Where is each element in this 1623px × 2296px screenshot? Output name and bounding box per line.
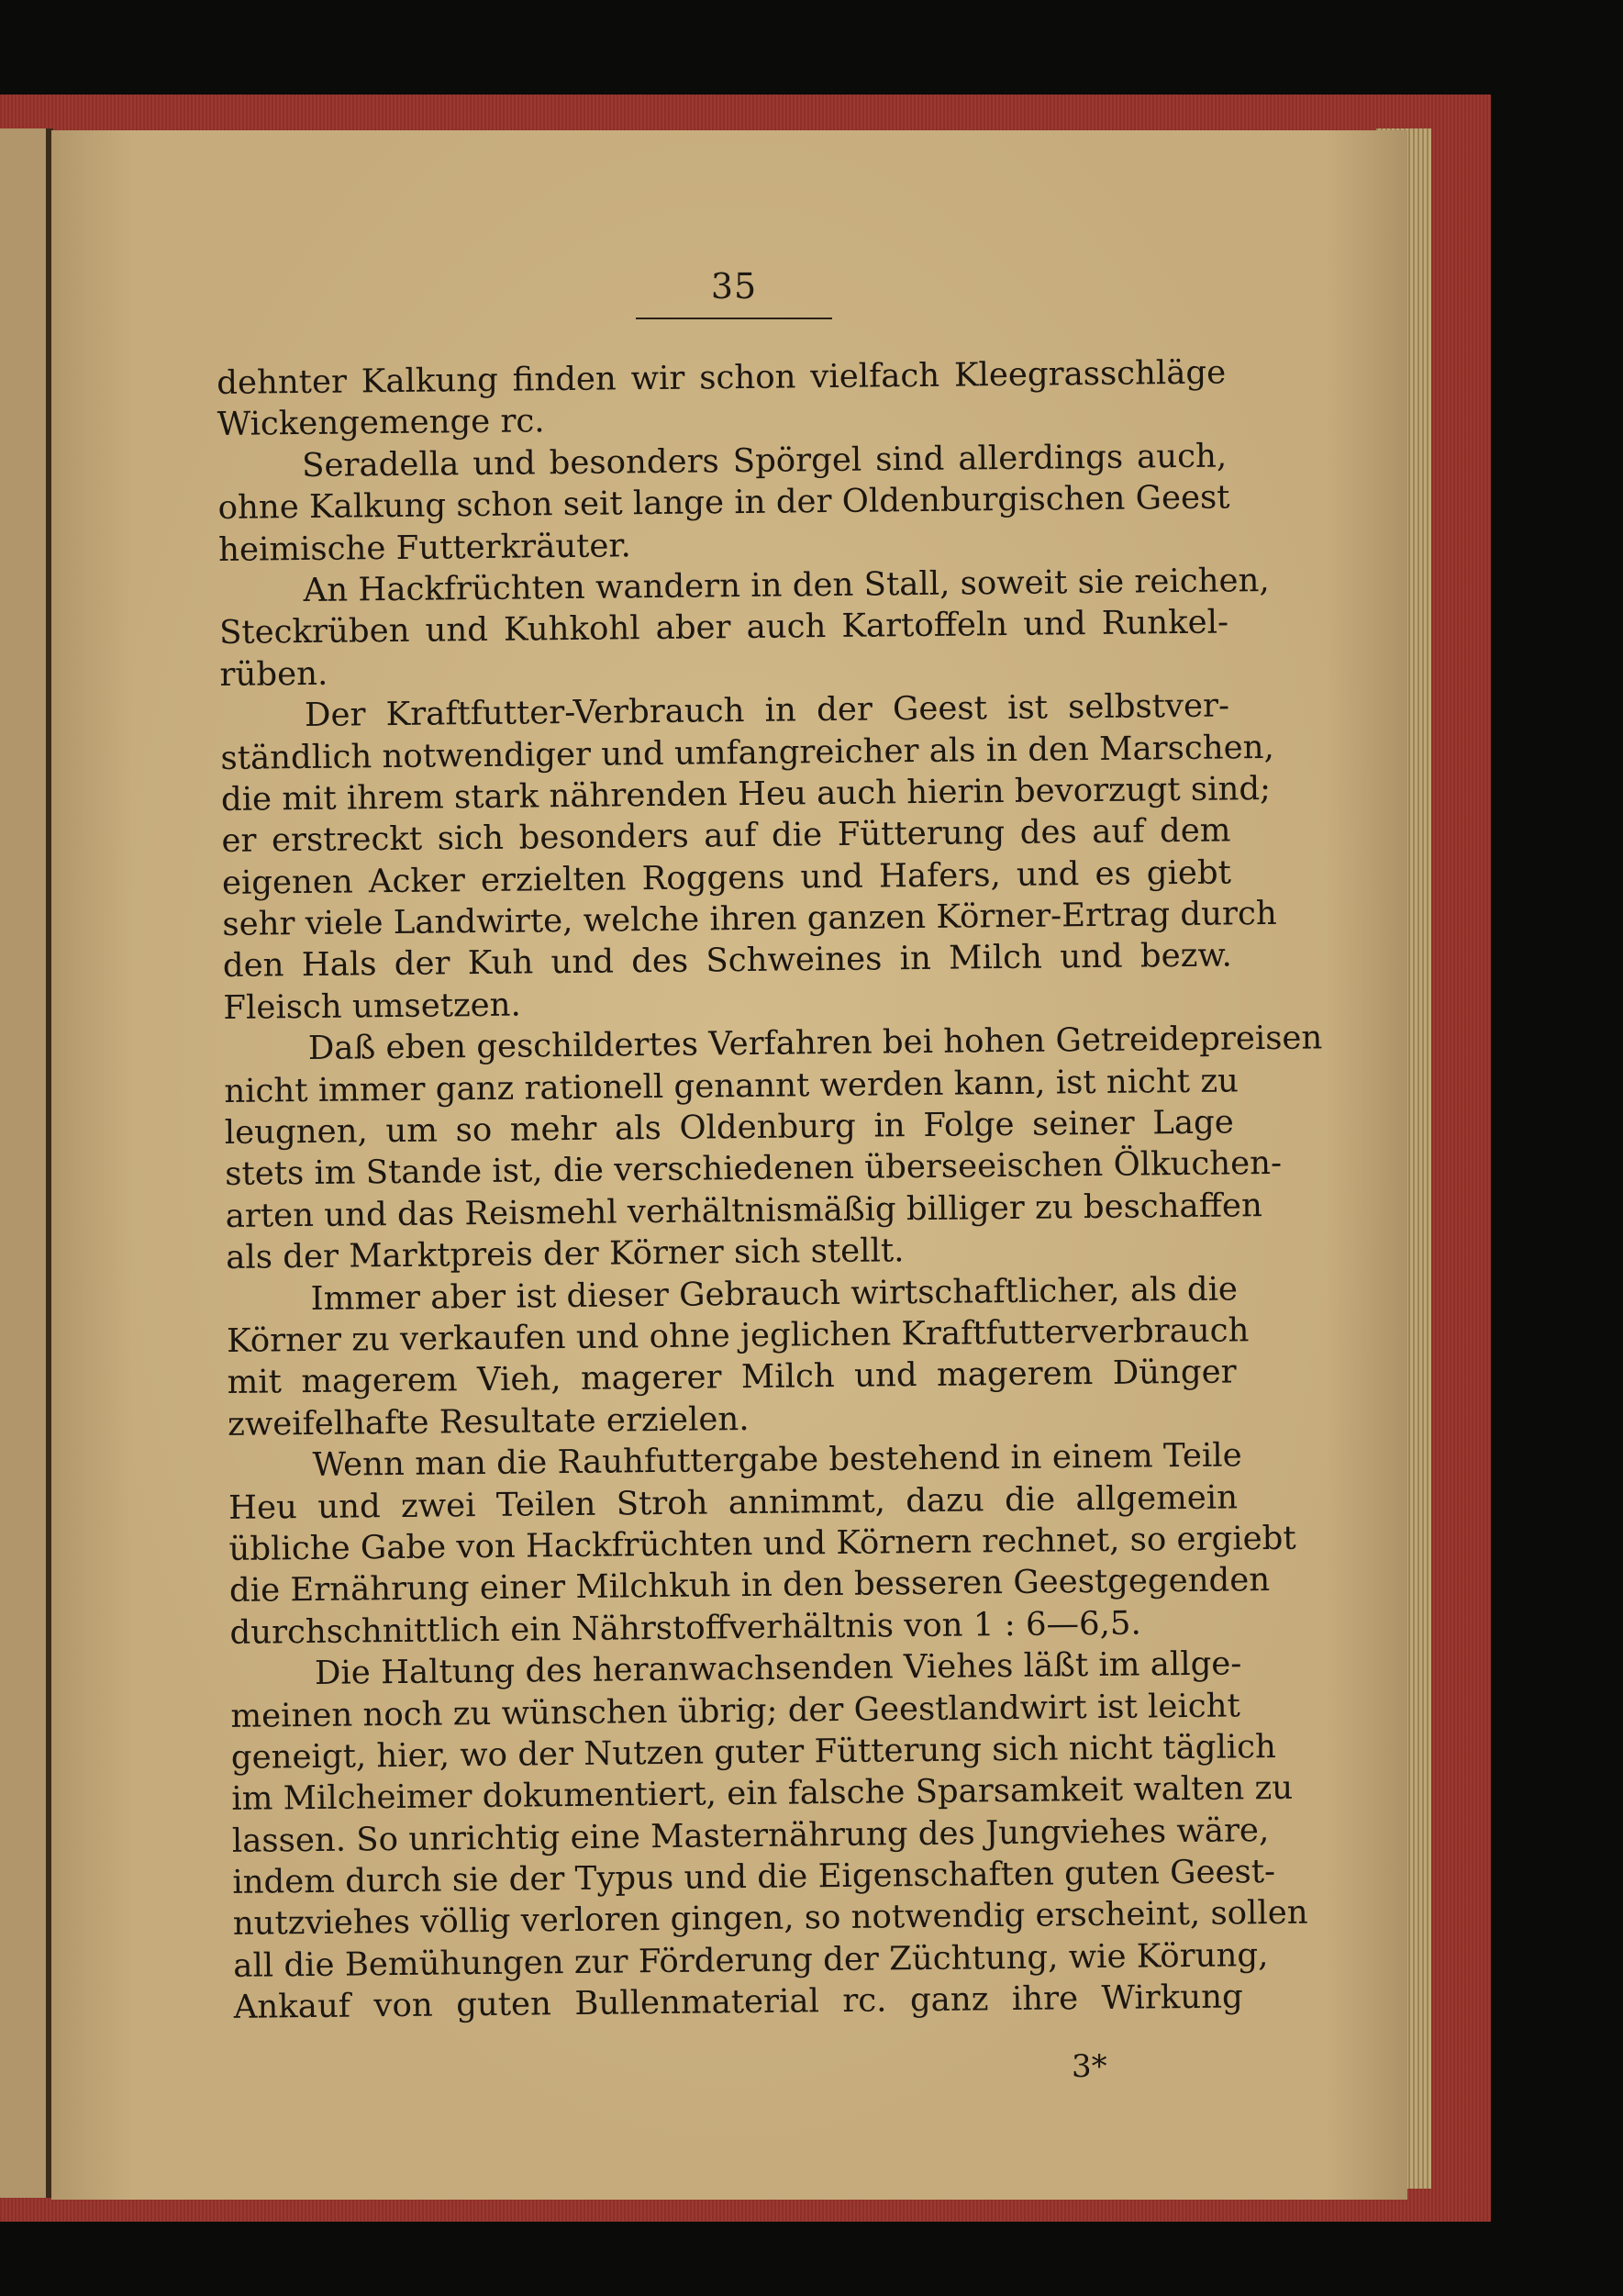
text-line: Heu und zwei Teilen Stroh annimmt, dazu die allgemein — [228, 1477, 1239, 1527]
text-line: nicht immer ganz rationell genannt werden kann, ist nicht zu — [224, 1062, 1239, 1110]
text-line: all die Bemühungen zur Förderung der Züchtung, wie Körung, — [233, 1935, 1269, 1985]
text-line: Körner zu verkaufen und ohne jeglichen Kraftfutterverbrauch — [226, 1311, 1250, 1360]
text-line: dehnter Kalkung finden wir schon vielfach Kleegrasschläge — [217, 353, 1227, 402]
facing-page-edge — [0, 128, 48, 2198]
text-line: Wickengemenge rc. — [217, 402, 545, 444]
text-line: An Hackfrüchten wandern in den Stall, soweit sie reichen, — [303, 561, 1270, 609]
text-line: eigenen Acker erzielten Roggens und Hafers, und es giebt — [221, 853, 1232, 902]
page-number: 35 — [710, 266, 758, 307]
text-line: meinen noch zu wünschen übrig; der Geestlandwirt ist leicht — [230, 1686, 1240, 1735]
text-line: Ankauf von guten Bullenmaterial rc. ganz ihre Wirkung — [233, 1978, 1243, 2027]
header-rule — [636, 318, 832, 319]
text-line: ohne Kalkung schon seit lange in der Oldenburgischen Geest — [217, 478, 1230, 528]
text-line: Immer aber ist dieser Gebrauch wirtschaftlicher, als die — [310, 1269, 1239, 1318]
text-line: im Milcheimer dokumentiert, ein falsche Sparsamkeit walten zu — [231, 1769, 1294, 1819]
text-line: Fleisch umsetzen. — [223, 986, 522, 1027]
text-line: Die Haltung des heranwachsenden Viehes läßt im allge- — [314, 1644, 1242, 1693]
text-line: mit magerem Vieh, magerer Milch und magerem Dünger — [227, 1353, 1237, 1402]
text-line: Der Kraftfutter-Verbrauch in der Geest ist selbstver- — [304, 686, 1230, 735]
text-line: ständlich notwendiger und umfangreicher als in den Marschen, — [220, 728, 1274, 777]
text-line: Wenn man die Rauhfuttergabe bestehend in einem Teile — [312, 1436, 1242, 1485]
text-line: er erstreckt sich besonders auf die Fütterung des auf dem — [221, 811, 1231, 861]
body-text — [217, 351, 1323, 2028]
text-line: leugnen, um so mehr als Oldenburg in Folge seiner Lage — [224, 1103, 1234, 1152]
text-line: als der Marktpreis der Körner sich stellt. — [226, 1232, 905, 1277]
text-line: die Ernährung einer Milchkuh in den besseren Geestgegenden — [228, 1561, 1271, 1611]
text-line: Seradella und besonders Spörgel sind allerdings auch, — [301, 437, 1228, 485]
text-line: heimische Futterkräuter. — [217, 526, 631, 569]
text-line: Steckrüben und Kuhkohl aber auch Kartoffeln und Runkel- — [218, 603, 1229, 652]
text-line: sehr viele Landwirte, welche ihren ganzen Körner-Ertrag durch — [222, 895, 1277, 944]
text-line: rüben. — [219, 654, 328, 694]
text-line: nutzviehes völlig verloren gingen, so notwendig erscheint, sollen — [232, 1894, 1308, 1944]
text-line: durchschnittlich ein Nährstoffverhältnis von 1 : 6—6,5. — [229, 1604, 1141, 1652]
text-line: die mit ihrem stark nährenden Heu auch hierin bevorzugt sind; — [220, 769, 1272, 819]
text-line: geneigt, hier, wo der Nutzen guter Fütterung sich nicht täglich — [230, 1727, 1277, 1777]
text-line: zweifelhafte Resultate erzielen. — [227, 1399, 750, 1443]
text-line: Daß eben geschildertes Verfahren bei hohen Getreidepreisen — [307, 1019, 1323, 1068]
text-line: übliche Gabe von Hackfrüchten und Körnern rechnet, so ergiebt — [228, 1519, 1296, 1568]
text-line: arten und das Reismehl verhältnismäßig billiger zu beschaffen — [225, 1186, 1263, 1235]
text-line: indem durch sie der Typus und die Eigenschaften guten Geest- — [232, 1853, 1276, 1901]
text-line: den Hals der Kuh und des Schweines in Milch und bezw. — [222, 936, 1233, 986]
signature-mark: 3* — [1072, 2048, 1107, 2085]
text-line: lassen. So unrichtig eine Masternährung des Jungviehes wäre, — [231, 1811, 1270, 1860]
text-line: stets im Stande ist, die verschiedenen überseeischen Ölkuchen- — [225, 1144, 1283, 1194]
